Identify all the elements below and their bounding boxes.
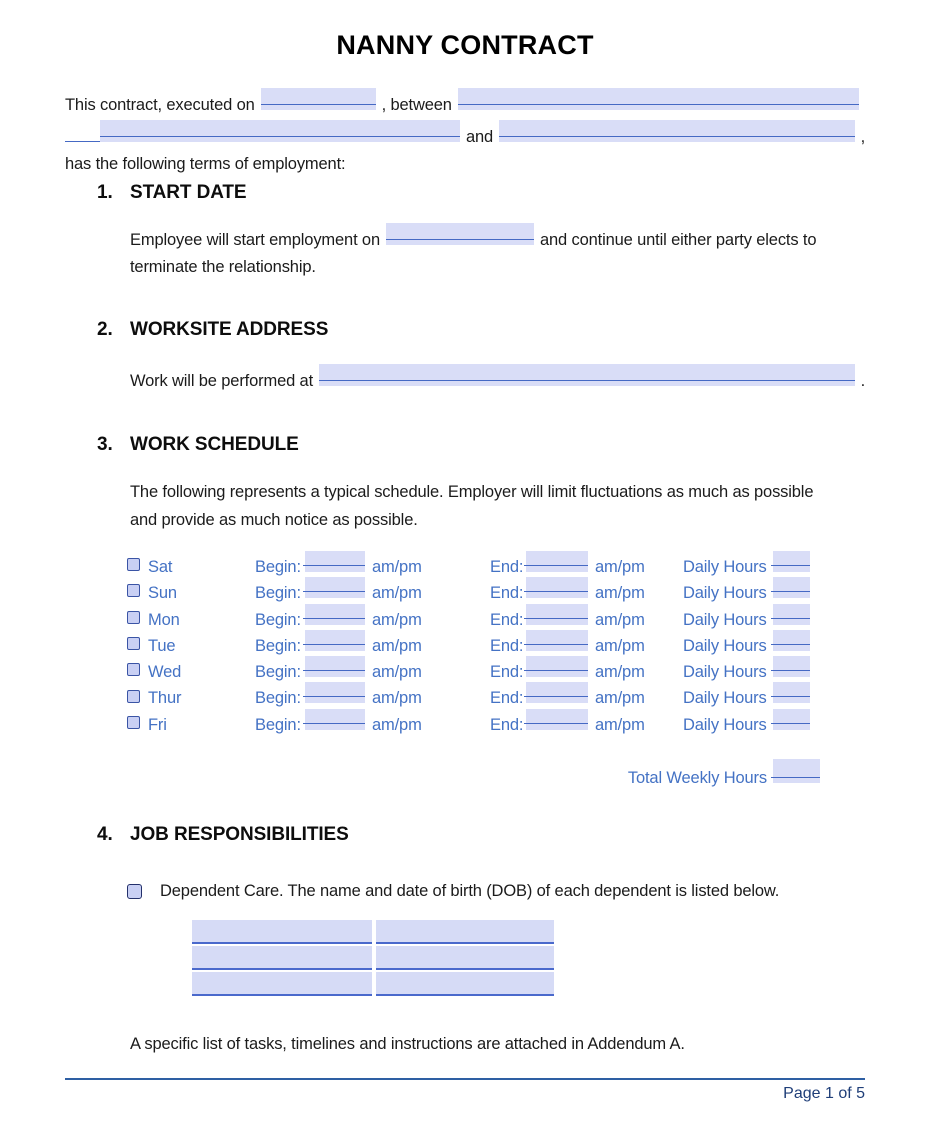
total-weekly-hours-line	[65, 759, 865, 792]
section-2-number: 2.	[97, 318, 113, 340]
start-date-text-line2: terminate the relationship.	[130, 258, 316, 276]
dependent-care-checkbox[interactable]	[127, 884, 142, 899]
end-label: End:	[490, 558, 524, 576]
intro-text-comma: ,	[860, 127, 865, 146]
section-3-number: 3.	[97, 434, 113, 455]
start-date-line-2	[130, 254, 865, 282]
begin-ampm-label: am/pm	[372, 663, 422, 682]
start-date-field[interactable]	[386, 223, 534, 245]
daily-hours-label: Daily Hours	[683, 715, 767, 734]
daily-hours-field[interactable]	[773, 577, 810, 598]
begin-time-field[interactable]	[305, 630, 365, 651]
end-time-field[interactable]	[526, 682, 588, 703]
begin-label: Begin:	[255, 689, 301, 708]
daily-hours-field[interactable]	[773, 630, 810, 651]
end-time-field[interactable]	[526, 604, 588, 625]
begin-ampm-label: am/pm	[372, 689, 422, 708]
schedule-paragraph	[130, 479, 865, 534]
end-ampm-label: am/pm	[595, 636, 645, 655]
dependent-dob-field[interactable]	[376, 946, 554, 970]
day-label: Fri	[148, 715, 167, 734]
section-3-heading	[97, 433, 865, 457]
schedule-row	[127, 682, 865, 708]
addendum-note: A specific list of tasks, timelines and instructions are attached in Addendum A.	[130, 1035, 685, 1054]
begin-time-field[interactable]	[305, 551, 365, 572]
start-date-text-after: and continue until either party elects to	[540, 230, 817, 249]
begin-time-field[interactable]	[305, 656, 365, 677]
daily-hours-field[interactable]	[773, 656, 810, 677]
begin-time-field[interactable]	[305, 709, 365, 730]
schedule-intro-text-2: and provide as much notice as possible.	[130, 510, 418, 529]
end-ampm-label: am/pm	[595, 610, 645, 629]
dependent-name-field[interactable]	[192, 972, 372, 996]
end-ampm-label: am/pm	[595, 663, 645, 682]
section-4-number: 4.	[97, 824, 113, 846]
page-number: Page 1 of 5	[783, 1085, 865, 1102]
section-4-heading	[97, 823, 865, 847]
schedule-row	[127, 630, 865, 656]
section-2-heading	[97, 318, 865, 342]
worksite-line	[130, 364, 865, 396]
dependent-dob-field[interactable]	[376, 972, 554, 996]
end-time-field[interactable]	[526, 630, 588, 651]
day-checkbox[interactable]	[127, 558, 140, 571]
dependent-care-text: Dependent Care. The name and date of birth (DOB) of each dependent is listed below.	[160, 882, 780, 901]
dependent-care-item	[127, 879, 865, 903]
dependent-row	[192, 946, 865, 970]
end-label: End:	[490, 663, 524, 682]
total-weekly-hours-label: Total Weekly Hours	[627, 769, 767, 788]
daily-hours-label: Daily Hours	[683, 689, 767, 708]
daily-hours-label: Daily Hours	[683, 558, 767, 576]
begin-ampm-label: am/pm	[372, 584, 422, 603]
intro-text-terms: has the following terms of employment:	[65, 155, 346, 173]
day-checkbox[interactable]	[127, 716, 140, 729]
schedule-intro-line-1	[130, 479, 865, 507]
section-2-title: WORKSITE ADDRESS	[130, 318, 329, 340]
daily-hours-label: Daily Hours	[683, 584, 767, 603]
section-1-number: 1.	[97, 181, 113, 203]
begin-label: Begin:	[255, 715, 301, 734]
worksite-paragraph	[130, 364, 865, 396]
daily-hours-field[interactable]	[773, 709, 810, 730]
daily-hours-label: Daily Hours	[683, 610, 767, 629]
daily-hours-field[interactable]	[773, 682, 810, 703]
day-label: Sun	[148, 584, 177, 603]
end-label: End:	[490, 715, 524, 734]
executed-date-field[interactable]	[261, 88, 376, 110]
intro-text-executed: This contract, executed on	[65, 96, 255, 114]
begin-label: Begin:	[255, 636, 301, 655]
intro-text-between: , between	[381, 96, 452, 114]
begin-ampm-label: am/pm	[372, 715, 422, 734]
schedule-row	[127, 551, 865, 577]
section-3-title: WORK SCHEDULE	[130, 434, 299, 455]
page-title: NANNY CONTRACT	[336, 30, 594, 60]
section-4-title: JOB RESPONSIBILITIES	[130, 824, 349, 846]
day-checkbox[interactable]	[127, 663, 140, 676]
intro-line-2	[65, 120, 865, 152]
begin-ampm-label: am/pm	[372, 636, 422, 655]
schedule-rows	[65, 551, 865, 735]
section-1-title: START DATE	[130, 181, 247, 203]
first-party-field[interactable]	[458, 88, 859, 110]
day-label: Wed	[148, 663, 182, 682]
begin-label: Begin:	[255, 558, 301, 576]
begin-label: Begin:	[255, 584, 301, 603]
day-label: Tue	[148, 636, 176, 655]
first-party-field-continued[interactable]	[100, 120, 460, 142]
end-ampm-label: am/pm	[595, 584, 645, 603]
schedule-row	[127, 604, 865, 630]
dependent-row	[192, 920, 865, 944]
worksite-text-period: .	[860, 371, 865, 390]
begin-label: Begin:	[255, 610, 301, 629]
dependent-dob-field[interactable]	[376, 920, 554, 944]
daily-hours-label: Daily Hours	[683, 663, 767, 682]
section-1-heading	[97, 181, 865, 205]
day-checkbox[interactable]	[127, 690, 140, 703]
end-label: End:	[490, 636, 524, 655]
begin-ampm-label: am/pm	[372, 558, 422, 576]
dependent-row	[192, 972, 865, 996]
day-label: Mon	[148, 610, 180, 629]
begin-ampm-label: am/pm	[372, 610, 422, 629]
intro-paragraph	[65, 88, 865, 179]
end-time-field[interactable]	[526, 577, 588, 598]
intro-line-3	[65, 151, 865, 179]
footer-rule	[65, 1078, 865, 1080]
daily-hours-label: Daily Hours	[683, 636, 767, 655]
schedule-row	[127, 656, 865, 682]
daily-hours-field[interactable]	[773, 604, 810, 625]
dependent-name-field[interactable]	[192, 920, 372, 944]
end-time-field[interactable]	[526, 709, 588, 730]
schedule-intro-text-1: The following represents a typical schedule. Employer will limit fluctuations as much as possible	[130, 483, 814, 501]
total-weekly-hours-field[interactable]	[773, 759, 820, 783]
dependent-name-field[interactable]	[192, 946, 372, 970]
begin-time-field[interactable]	[305, 604, 365, 625]
day-checkbox[interactable]	[127, 584, 140, 597]
worksite-address-field[interactable]	[319, 364, 855, 386]
begin-time-field[interactable]	[305, 577, 365, 598]
day-label: Thur	[148, 689, 182, 708]
intro-line-1	[65, 88, 865, 120]
start-date-paragraph	[130, 223, 865, 282]
begin-label: Begin:	[255, 663, 301, 682]
start-date-text-before: Employee will start employment on	[130, 230, 380, 249]
day-checkbox[interactable]	[127, 637, 140, 650]
second-party-field[interactable]	[499, 120, 854, 142]
dependents-table	[192, 920, 865, 996]
first-party-underline	[65, 141, 100, 142]
page-footer	[65, 1078, 865, 1103]
day-checkbox[interactable]	[127, 611, 140, 624]
schedule-row	[127, 709, 865, 735]
start-date-line-1	[130, 223, 865, 255]
end-label: End:	[490, 584, 524, 603]
end-time-field[interactable]	[526, 551, 588, 572]
schedule-row	[127, 577, 865, 603]
end-ampm-label: am/pm	[595, 558, 645, 576]
end-ampm-label: am/pm	[595, 715, 645, 734]
intro-text-and: and	[466, 127, 494, 146]
end-ampm-label: am/pm	[595, 689, 645, 708]
daily-hours-field[interactable]	[773, 551, 810, 572]
worksite-text-before: Work will be performed at	[130, 371, 314, 390]
schedule-intro-line-2	[130, 507, 865, 535]
end-label: End:	[490, 610, 524, 629]
end-label: End:	[490, 689, 524, 708]
day-label: Sat	[148, 558, 173, 576]
begin-time-field[interactable]	[305, 682, 365, 703]
end-time-field[interactable]	[526, 656, 588, 677]
